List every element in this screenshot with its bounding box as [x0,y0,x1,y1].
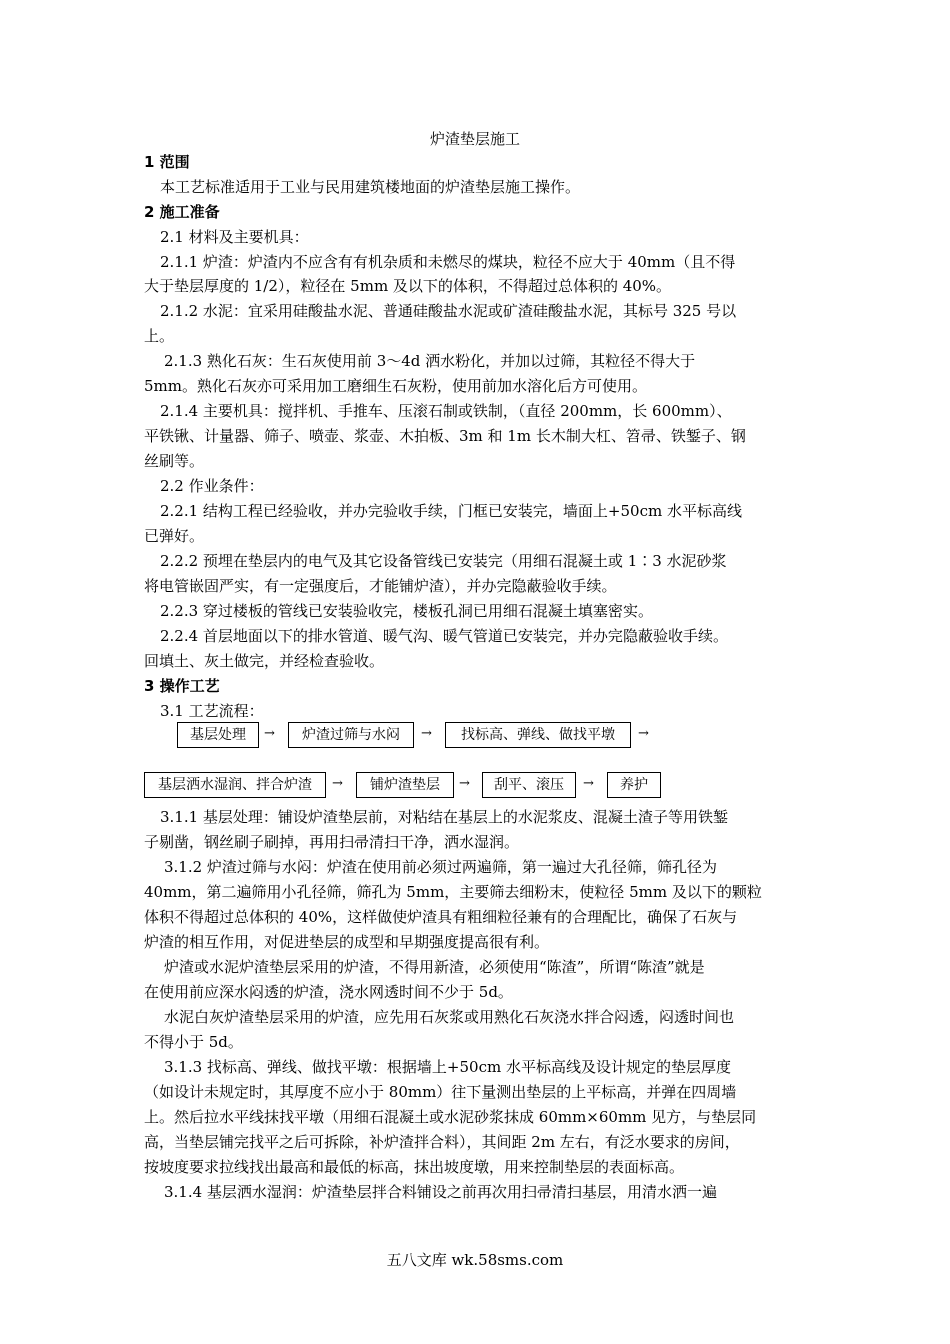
paragraph: （如设计未规定时，其厚度不应小于 80mm）往下量测出垫层的上平标高，并弹在四周墙 [144,1083,737,1101]
subsection-2-1: 2.1 材料及主要机具： [160,228,309,246]
flow-step-wetting-mixing: 基层洒水湿润、拌合炉渣 [144,772,326,798]
paragraph: 2.1.4 主要机具：搅拌机、手推车、压滚石制或铁制，（直径 200mm，长 600mm）、 [160,402,732,420]
paragraph: 3.1.2 炉渣过筛与水闷：炉渣在使用前必须过两遍筛，第一遍过大孔径筛，筛孔径为 [164,858,717,876]
paragraph: 平铁锹、计量器、筛子、喷壶、浆壶、木拍板、3m 和 1m 长木制大杠、笤帚、铁錾子、钢 [144,427,746,445]
flow-step-rolling: 刮平、滚压 [482,772,576,798]
paragraph: 回填土、灰土做完，并经检查验收。 [144,652,385,670]
subsection-2-2: 2.2 作业条件： [160,477,264,495]
paragraph: 将电管嵌固严实，有一定强度后，才能铺炉渣），并办完隐蔽验收手续。 [144,577,617,595]
flow-arrow-icon: → [583,776,594,791]
paragraph: 炉渣或水泥炉渣垫层采用的炉渣，不得用新渣，必须使用“陈渣”，所谓“陈渣”就是 [164,958,705,976]
paragraph: 2.1.1 炉渣：炉渣内不应含有有机杂质和未燃尽的煤块，粒径不应大于 40mm（且不得 [160,253,736,271]
flow-arrow-icon: → [459,776,470,791]
paragraph: 2.1.2 水泥：宜采用硅酸盐水泥、普通硅酸盐水泥或矿渣硅酸盐水泥，其标号 325 号以 [160,302,737,320]
paragraph: 大于垫层厚度的 1/2），粒径在 5mm 及以下的体积，不得超过总体积的 40%。 [144,277,672,295]
section-1-heading: 1 范围 [144,153,190,171]
doc-title: 炉渣垫层施工 [429,130,520,148]
flow-arrow-icon: → [264,726,275,741]
paragraph: 40mm，第二遍筛用小孔径筛，筛孔为 5mm，主要筛去细粉末，使粒径 5mm 及以下的颗粒 [144,883,762,901]
paragraph: 炉渣的相互作用，对促进垫层的成型和早期强度提高很有利。 [144,933,550,951]
flow-step-base-treatment: 基层处理 [177,722,259,748]
paragraph: 3.1.1 基层处理：铺设炉渣垫层前，对粘结在基层上的水泥浆皮、混凝土渣子等用铁錾 [160,808,728,826]
paragraph: 高，当垫层铺完找平之后可拆除，补炉渣拌合料），其间距 2m 左右，有泛水要求的房间， [144,1133,740,1151]
paragraph: 水泥白灰炉渣垫层采用的炉渣，应先用石灰浆或用熟化石灰浇水拌合闷透，闷透时间也 [164,1008,735,1026]
footer-watermark: 五八文库 wk.58sms.com [386,1251,564,1269]
paragraph: 2.2.1 结构工程已经验收，并办完验收手续，门框已安装完，墙面上+50cm 水平标高线 [160,502,742,520]
flow-step-leveling: 找标高、弹线、做找平墩 [445,722,631,748]
paragraph: 2.2.2 预埋在垫层内的电气及其它设备管线已安装完（用细石混凝土或 1∶3 水泥砂浆 [160,552,727,570]
section-3-heading: 3 操作工艺 [144,677,220,695]
flow-arrow-icon: → [421,726,432,741]
paragraph: 在使用前应深水闷透的炉渣，浇水网透时间不少于 5d。 [144,983,513,1001]
flow-arrow-icon: → [638,726,649,741]
paragraph: 5mm。熟化石灰亦可采用加工磨细生石灰粉，使用前加水溶化后方可使用。 [144,377,647,395]
paragraph: 上。 [144,327,175,345]
flow-step-curing: 养护 [607,772,661,798]
paragraph: 2.1.3 熟化石灰：生石灰使用前 3～4d 洒水粉化，并加以过筛，其粒径不得大于 [164,352,696,370]
flow-step-screening: 炉渣过筛与水闷 [288,722,414,748]
paragraph: 按坡度要求拉线找出最高和最低的标高，抹出坡度墩，用来控制垫层的表面标高。 [144,1158,685,1176]
subsection-3-1: 3.1 工艺流程： [160,702,264,720]
paragraph: 已弹好。 [144,527,205,545]
section-2-heading: 2 施工准备 [144,203,220,221]
paragraph: 体积不得超过总体积的 40%，这样做使炉渣具有粗细粒径兼有的合理配比，确保了石灰与 [144,908,738,926]
paragraph: 2.2.4 首层地面以下的排水管道、暖气沟、暖气管道已安装完，并办完隐蔽验收手续。 [160,627,728,645]
flow-arrow-icon: → [332,776,343,791]
paragraph: 2.2.3 穿过楼板的管线已安装验收完，楼板孔洞已用细石混凝土填塞密实。 [160,602,653,620]
flow-step-laying: 铺炉渣垫层 [356,772,454,798]
paragraph: 3.1.4 基层洒水湿润：炉渣垫层拌合料铺设之前再次用扫帚清扫基层，用清水洒一遍 [164,1183,717,1201]
paragraph: 本工艺标准适用于工业与民用建筑楼地面的炉渣垫层施工操作。 [160,178,581,196]
paragraph: 不得小于 5d。 [144,1033,243,1051]
paragraph: 上。然后拉水平线抹找平墩（用细石混凝土或水泥砂浆抹成 60mm×60mm 见方，与垫层同 [144,1108,757,1126]
paragraph: 子剔凿，钢丝刷子刷掉，再用扫帚清扫干净，洒水湿润。 [144,833,520,851]
paragraph: 丝刷等。 [144,452,205,470]
paragraph: 3.1.3 找标高、弹线、做找平墩：根据墙上+50cm 水平标高线及设计规定的垫层厚度 [164,1058,731,1076]
